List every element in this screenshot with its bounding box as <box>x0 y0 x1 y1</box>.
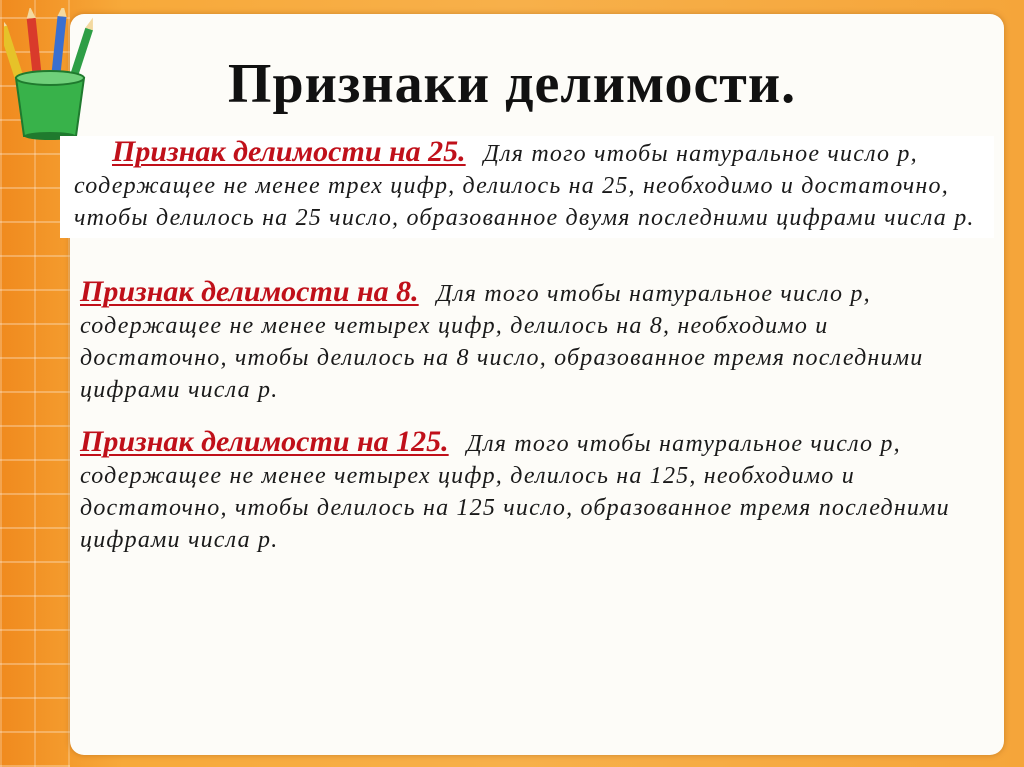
rule-heading: Признак делимости на 25. <box>112 135 466 168</box>
page-title: Признаки делимости. <box>227 53 797 115</box>
rule-text: Для того чтобы натуральное число p, содержащее не менее четырех цифр, делилось на 125, необходимо и достаточно, чтобы делилось на 125 число, образованное тремя последними цифрами числа p. <box>80 431 950 553</box>
rule-divisibility-125 <box>80 426 950 556</box>
rule-divisibility-8 <box>80 276 970 406</box>
rule-heading: Признак делимости на 8. <box>80 275 419 308</box>
rule-divisibility-25 <box>60 136 994 238</box>
rule-text: Для того чтобы натуральное число p, содержащее не менее трех цифр, делилось на 25, необходимо и достаточно, чтобы делилось на 25 число, образованное двумя последними цифрами числа p. <box>74 141 975 231</box>
rule-text: Для того чтобы натуральное число p, содержащее не менее четырех цифр, делилось на 8, необходимо и достаточно, чтобы делилось на 8 число, образованное тремя последними цифрами числа p. <box>80 281 924 403</box>
rule-heading: Признак делимости на 125. <box>80 425 449 458</box>
